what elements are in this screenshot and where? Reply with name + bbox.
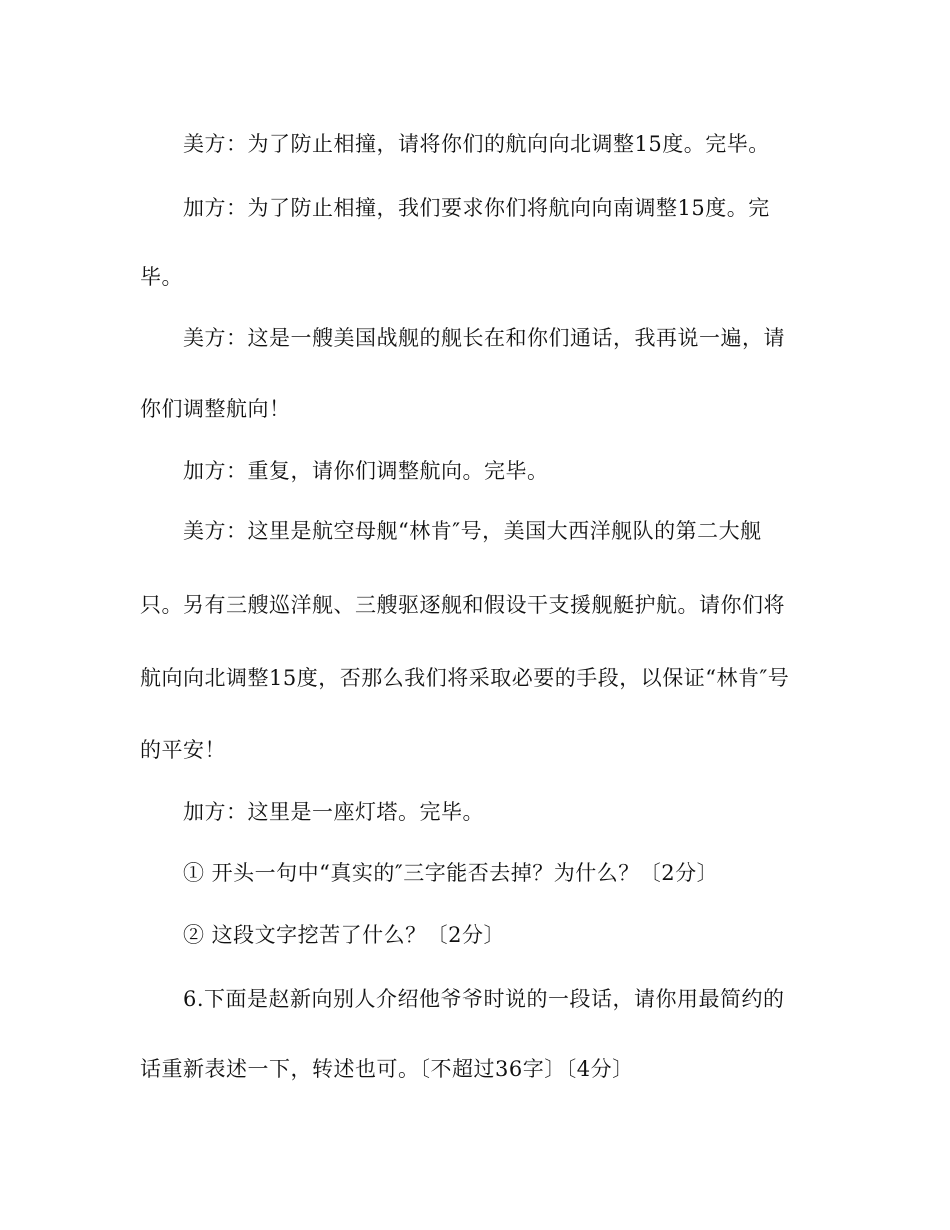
question-2: ② 这段文字挖苦了什么？〔2分〕: [183, 923, 506, 947]
dialogue-line-us-3: 美方：这里是航空母舰“林肯″号，美国大西洋舰队的第二大舰: [183, 519, 762, 543]
dialogue-line-ca-2: 加方：重复，请你们调整航向。完毕。: [183, 459, 549, 483]
dialogue-line-ca-1-cont: 毕。: [140, 265, 183, 289]
dialogue-line-us-3-cont-3: 的平安！: [140, 738, 226, 762]
dialogue-line-us-3-cont-1: 只。另有三艘巡洋舰、三艘驱逐舰和假设干支援舰艇护航。请你们将: [140, 593, 785, 617]
question-6-cont: 话重新表述一下，转述也可。〔不超过36字〕〔4分〕: [140, 1057, 634, 1081]
dialogue-line-ca-1: 加方：为了防止相撞，我们要求你们将航向向南调整15度。完: [183, 196, 770, 220]
dialogue-line-us-3-cont-2: 航向向北调整15度，否那么我们将采取必要的手段，以保证“林肯″号: [140, 666, 790, 690]
question-6: 6.下面是赵新向别人介绍他爷爷时说的一段话，请你用最简约的: [183, 987, 785, 1011]
dialogue-line-ca-3: 加方：这里是一座灯塔。完毕。: [183, 800, 484, 824]
dialogue-line-us-2: 美方：这是一艘美国战舰的舰长在和你们通话，我再说一遍，请: [183, 326, 785, 350]
dialogue-line-us-2-cont: 你们调整航向！: [140, 397, 291, 421]
dialogue-line-us-1: 美方：为了防止相撞，请将你们的航向向北调整15度。完毕。: [183, 132, 770, 156]
question-1: ① 开头一句中“真实的″三字能否去掉？为什么？〔2分〕: [183, 861, 719, 885]
